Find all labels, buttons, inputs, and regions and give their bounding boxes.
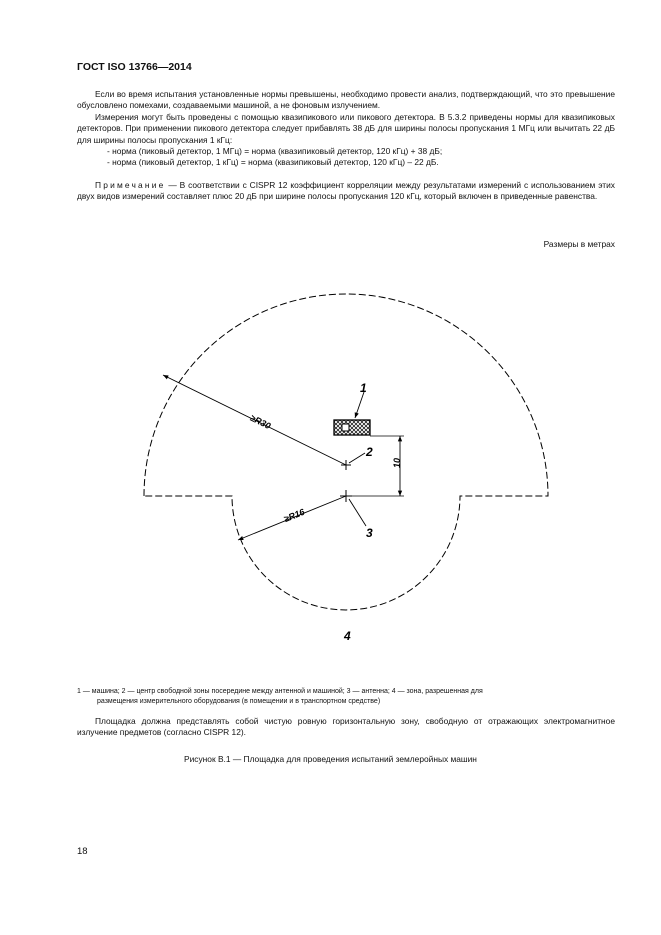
figure-legend — [77, 687, 615, 707]
formula-line-1: - норма (пиковый детектор, 1 МГц) = норма (квазипиковый детектор, 120 кГц) + 38 дБ; — [107, 146, 443, 157]
zone-boundary — [144, 294, 548, 610]
machine-inner-square — [342, 424, 349, 431]
formula-line-2: - норма (пиковый детектор, 1 кГц) = норма (квазипиковый детектор, 120 кГц) – 22 дБ. — [107, 157, 439, 168]
paragraph-2: Измерения могут быть проведены с помощью квазипикового или пикового детектора. В 5.3.2 приведены нормы для квазипиковых детекторов. При применении пикового детектора следует прибавлять 38 дБ для ширины полосы пропускания 1 МГц или вычитать 22 дБ для ширины полосы пропускания 1 кГц: — [77, 111, 615, 145]
paragraph-1: Если во время испытания установленные нормы превышены, необходимо провести анализ, подтверждающий, что это превышение обусловлено помехами, создаваемыми машиной, а не фоновым излучением. — [77, 89, 615, 111]
note-text: — В соответствии с CISPR 12 коэффициент корреляции между результатами измерений с использованием этих двух видов измерений составляет плюс 20 дБ при ширине полосы пропускания 120 кГц, который включен в приведенные равенства. — [77, 179, 615, 202]
paragraph-site: Площадка должна представлять собой чистую ровную горизонтальную зону, свободную от отражающих электромагнитное излучение предметов (согласно CISPR 12). — [77, 716, 615, 738]
radius-r16-label: ≥R16 — [282, 506, 307, 525]
document-header: ГОСТ ISO 13766—2014 — [77, 61, 192, 73]
legend-line-2: размещения измерительного оборудования (в помещении и в транспортном средстве) — [97, 698, 381, 705]
callout-2: 2 — [366, 445, 373, 459]
dim-label-10: 10 — [392, 457, 402, 468]
callout-3: 3 — [366, 526, 373, 540]
machine-symbol — [334, 420, 370, 435]
legend-line-1: 1 — машина; 2 — центр свободной зоны посередине между антенной и машиной; 3 — антенна; 4 — зона, разрешенная для — [77, 688, 483, 695]
radius-r30-label: ≥R30 — [248, 412, 273, 432]
callout-2-leader — [349, 453, 365, 463]
note-label: Примечание — [95, 179, 166, 190]
callout-1: 1 — [360, 381, 367, 395]
figure-caption: Рисунок В.1 — Площадка для проведения испытаний землеройных машин — [184, 754, 477, 764]
dimensions-note: Размеры в метрах — [543, 239, 615, 249]
callout-4: 4 — [344, 629, 351, 643]
page-number: 18 — [77, 846, 88, 857]
body-text-bottom — [77, 716, 615, 739]
callout-1-leader — [355, 392, 364, 418]
callout-3-leader — [349, 499, 366, 526]
